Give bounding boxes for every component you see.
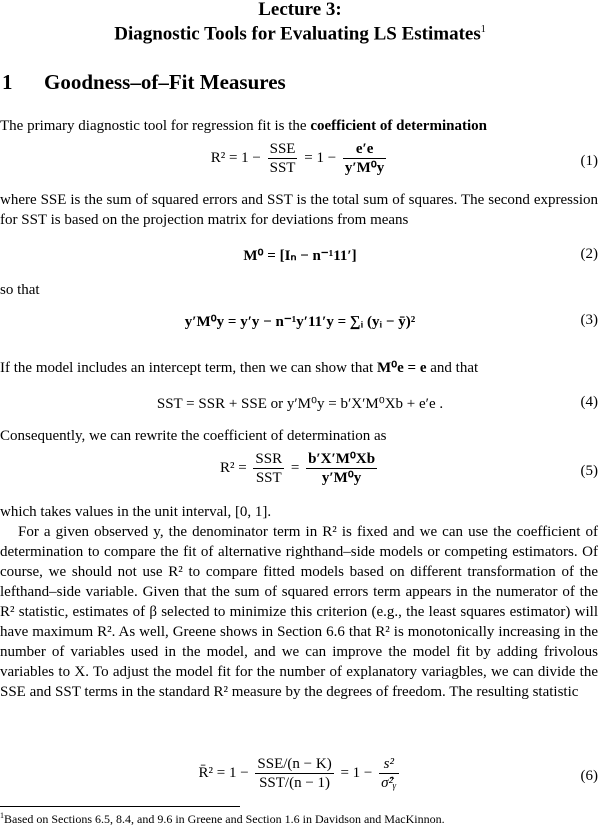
paragraph-1 xyxy=(0,116,598,136)
paragraph-6: which takes values in the unit interval, [0, 1]. xyxy=(0,504,272,520)
equation-2 xyxy=(0,246,600,270)
eq5-fraction-2: $\frac{\text{b′X′M⁰Xb}}{\text{y′M⁰y}}$ xyxy=(308,451,376,486)
eq5-fraction-1: $\frac{\text{SSR}}{\text{SST}}$ xyxy=(255,451,283,486)
eq5-lhs: R² = xyxy=(219,459,251,476)
footnote-mark: 1 xyxy=(480,24,486,35)
lecture-title-text: Diagnostic Tools for Evaluating LS Estimates xyxy=(114,23,481,45)
equation-5 xyxy=(0,450,600,494)
eq2-body: M⁰ = [Iₙ − n⁻¹11′] xyxy=(243,248,357,264)
eq1-mid: = 1 − xyxy=(300,149,340,166)
eq4-number: (4) xyxy=(580,394,598,410)
equation-1 xyxy=(0,140,600,184)
footnote-rule xyxy=(0,806,240,807)
equation-6 xyxy=(0,755,600,799)
eq1-number: (1) xyxy=(580,153,598,169)
paragraph-5: Consequently, we can rewrite the coefficient of determination as xyxy=(0,428,387,444)
equation-3 xyxy=(0,312,600,342)
eq6-number: (6) xyxy=(580,768,598,784)
section-number: 1 xyxy=(2,70,13,94)
eq1-lhs: R² = 1 − xyxy=(210,149,265,166)
paragraph-3: so that xyxy=(0,282,40,298)
eq6-lhs: R̄² = 1 − xyxy=(198,764,253,781)
footnote-number: 1 xyxy=(0,811,4,820)
lecture-title xyxy=(0,20,600,44)
eq6-fraction-2: $\frac{\text{s²}}{\text{σ̂²ᵧ}}$ xyxy=(381,756,397,791)
eq5-mid: = xyxy=(287,459,304,476)
eq5-number: (5) xyxy=(580,463,598,479)
eq1-fraction-2: $\frac{e'e}{\text{y′M⁰y}}$ xyxy=(344,141,385,176)
section-heading xyxy=(2,70,286,94)
lecture-number: Lecture 3: xyxy=(258,0,342,20)
eq2-number: (2) xyxy=(580,246,598,262)
eq1-fraction-1: $\frac{\text{SSE}}{\text{SST}}$ xyxy=(269,141,296,176)
eq3-number: (3) xyxy=(580,312,598,328)
equation-4 xyxy=(0,394,600,418)
paragraph-4-text: If the model includes an intercept term, then we can show that xyxy=(0,360,377,376)
paragraph-7: For a given observed y, the denominator term in R² is fixed and we can use the coefficient of determination to compare the fit of alternative righthand–side models or competing estimators. Of course, we should not use R² to compare fitted models based on different transformation of the lefthand–side variable. Given that the sum of squared errors term appears in the numerator of the R² statistic, estimates of β selected to minimize this criterion (e.g., the least squares estimator) will have maximum R². As well, Greene shows in Section 6.6 that R² is monotonically increasing in the number of variables used in the model, and we can improve the model fit by adding frivolous variables to X. To adjust the model fit for the number of explanatory variagbles, we can divide the SSE and SST terms in the standard R² measure by the degrees of freedom. The resulting statistic xyxy=(0,524,598,700)
paragraph-1-term: coefficient of determination xyxy=(310,118,487,134)
eq6-mid: = 1 − xyxy=(336,764,377,781)
footnote-text: Based on Sections 6.5, 8.4, and 9.6 in Greene and Section 1.6 in Davidson and MacKinnon. xyxy=(4,812,445,826)
paragraph-4-equation: M⁰e = e xyxy=(376,360,427,376)
paragraph-4-tail: and that xyxy=(426,360,479,376)
footnote xyxy=(0,808,600,827)
eq3-body: y′M⁰y = y′y − n⁻¹y′11′y = ∑ᵢ (yᵢ − ȳ)² xyxy=(184,314,416,330)
paragraph-1-text: The primary diagnostic tool for regression fit is the xyxy=(0,118,311,134)
paragraph-4 xyxy=(0,358,598,378)
section-title: Goodness–of–Fit Measures xyxy=(44,70,286,94)
eq6-fraction-1: $\frac{\text{SSE/(n − K)}}{\text{SST/(n − 1)}}$ xyxy=(257,756,332,791)
paragraph-2: where SSE is the sum of squared errors and SST is the total sum of squares. The second expression for SST is based on the projection matrix for deviations from means xyxy=(0,192,598,228)
eq4-body: SST = SSR + SSE or y′M⁰y = b′X′M⁰Xb + e′e . xyxy=(156,396,444,412)
